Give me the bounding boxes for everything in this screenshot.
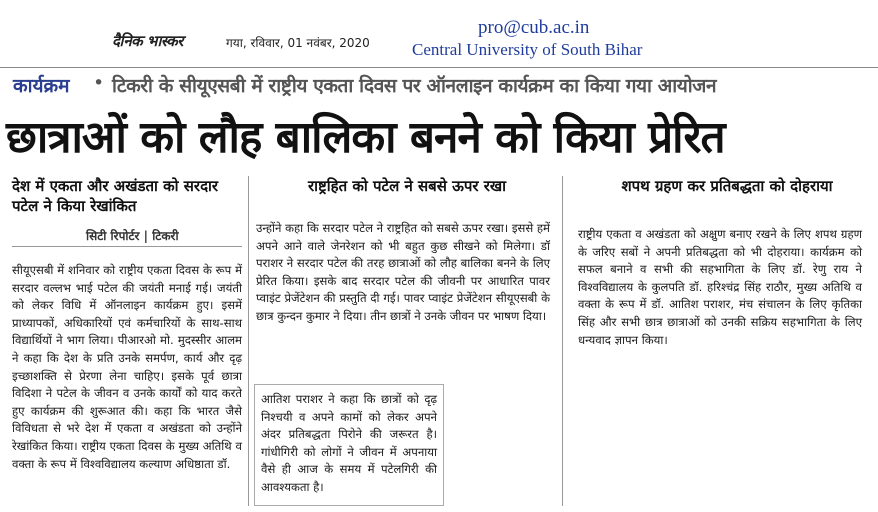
kicker-bullet: • xyxy=(93,72,105,94)
top-rule xyxy=(0,67,878,68)
column3-body: राष्ट्रीय एकता व अखंडता को अक्षुण बनाए रखने के लिए शपथ ग्रहण के जरिए सबों ने अपनी प्रतिबद्धता को भी दोहराया। कार्यक्रम को सफल बनाने व सभी की सहभागिता के लिए डॉ. रेणु राय ने विश्वविद्यालय के कुलपति डॉ. हरिश्चंद्र सिंह राठौर, मुख्य अतिथि व वक्ता के रूप में डॉ. आतिश पराशर, मंच संचालन के लिए कृतिका सिंह और सभी छात्र छात्राओं को उनकी सक्रिय सहभागिता के लिए धन्यवाद ज्ञापन किया। xyxy=(578,227,862,347)
column3-subhead: शपथ ग्रहण कर प्रतिबद्धता को दोहराया xyxy=(621,177,833,195)
byline-rule xyxy=(12,246,242,247)
byline: सिटी रिपोर्टर | टिकरी xyxy=(86,229,179,243)
column2-body: उन्होंने कहा कि सरदार पटेल ने राष्ट्रहित को सबसे ऊपर रखा। इससे हमें अपने आने वाले जेनरेशन को भी बहुत कुछ सीखने को मिलेगा। डॉ पराशर ने सरदार पटेल की तरह छात्राओं को लौह बालिका बनने के लिए प्रेरित किया। इसके बाद सरदार पटेल की जीवनी पर आधारित पावर प्वाइंट प्रेजेंटेशन की प्रस्तुति दी गई। पावर प्वाइंट प्रेजेंटेशन सीयूएसबी के छात्र कुन्दन कुमार ने दिया। तीन छात्रों ने उनके जीवन पर भाषण दिया। xyxy=(256,221,550,323)
column-divider-1 xyxy=(248,176,249,506)
column2-boxed-text xyxy=(254,384,444,506)
newspaper-masthead: दैनिक भास्कर xyxy=(112,32,183,50)
column2-subhead: राष्ट्रहित को पटेल ने सबसे ऊपर रखा xyxy=(307,177,507,195)
strap-line: टिकरी के सीयूएसबी में राष्ट्रीय एकता दिवस पर ऑनलाइन कार्यक्रम का किया गया आयोजन xyxy=(112,75,717,97)
column-divider-2 xyxy=(562,176,563,506)
column1-subhead: देश में एकता और अखंडता को सरदार पटेल ने किया रेखांकित xyxy=(12,177,219,215)
section-kicker: कार्यक्रम xyxy=(13,75,70,97)
university-name: Central University of South Bihar xyxy=(412,40,643,59)
main-headline: छात्राओं को लौह बालिका बनने को किया प्रेरित xyxy=(6,112,725,163)
dateline: गया, रविवार, 01 नवंबर, 2020 xyxy=(226,36,370,50)
contact-email: pro@cub.ac.in xyxy=(478,17,590,38)
column2-box-body: आतिश पराशर ने कहा कि छात्रों को दृढ़ निश्चयी व अपने कामों को लेकर अपने अंदर प्रतिबद्धता पिरोने की जरूरत है। गांधीगिरी को लोगों ने जीवन में अपनाया वैसे ही आज के समय में पटेलगिरी की आवश्यकता है। xyxy=(261,392,437,494)
column1-body: सीयूएसबी में शनिवार को राष्ट्रीय एकता दिवस के रूप में सरदार वल्लभ भाई पटेल की जयंती मनाई गई। जयंती को लेकर विधि में ऑनलाइन कार्यक्रम हुए। इसमें प्राध्यापकों, अधिकारियों एवं कर्मचारियों के साथ-साथ विद्यार्थियों ने भाग लिया। पीआरओ मो. मुदस्सीर आलम ने कहा कि देश के प्रति उनके समर्पण, कार्य और दृढ़ इच्छाशक्ति से प्रेरणा लेना चाहिए। इसके पूर्व छात्रा विदिशा ने पटेल के जीवन व उनके कार्यों को याद करते हुए कार्यक्रम की शुरूआत की। कहा कि भारत जैसे विविधता से भरे देश में एकता व अखंडता को उन्होंने रेखांकित किया। राष्ट्रीय एकता दिवस के मुख्य अतिथि व वक्ता के रूप में विश्वविद्यालय कल्याण अधिष्ठाता डॉ. xyxy=(12,263,242,471)
